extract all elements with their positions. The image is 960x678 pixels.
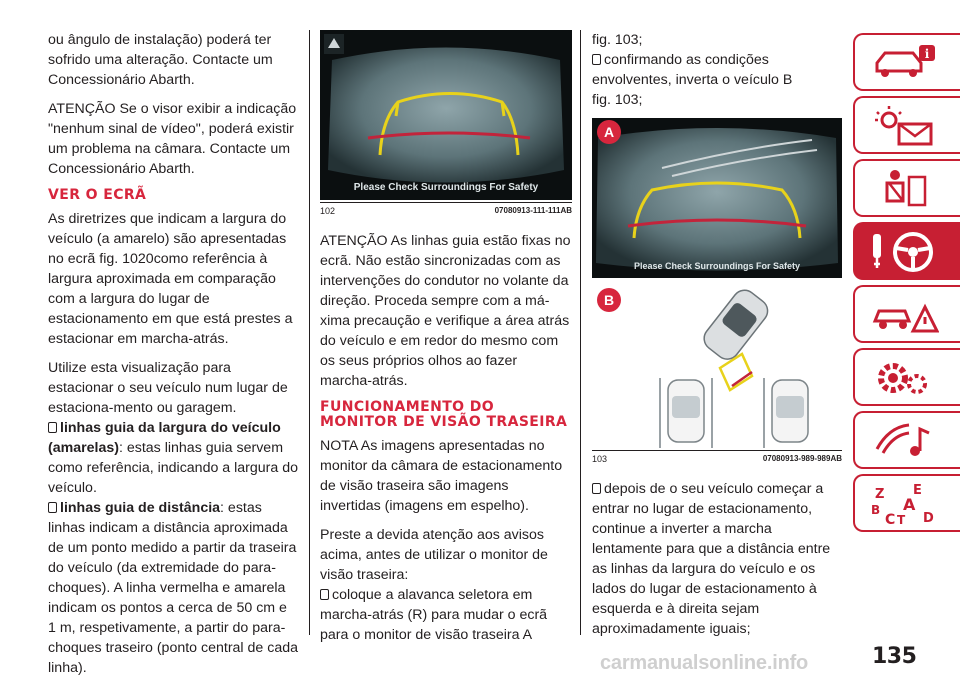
section-heading-funcionamento: FUNCIONAMENTO DO MONITOR DE VISÃO TRASEIRA: [320, 399, 568, 430]
parking-illustration: [592, 118, 842, 448]
label-a: A: [603, 124, 615, 140]
tab-emergency[interactable]: [853, 285, 960, 343]
figure-number: 102: [320, 206, 336, 216]
list-item-bold: linhas guia da largura do veículo (amarelas): [48, 420, 281, 456]
svg-text:i: i: [924, 47, 930, 61]
tab-index[interactable]: [853, 474, 960, 532]
index-icon: [869, 482, 939, 526]
text-column-2: [320, 30, 572, 645]
checkbox-bullet-icon: [48, 422, 57, 433]
chapter-tabs: [853, 33, 960, 537]
rear-camera-image: [320, 30, 572, 200]
paragraph: Utilize esta visualização para estacionar o seu veículo num lugar de estaciona-mento ou garagem.: [48, 360, 288, 416]
tab-safety[interactable]: [853, 159, 960, 217]
list-item: [48, 418, 298, 498]
list-item: [592, 479, 842, 639]
figure-code: 07080913-989-989AB: [762, 454, 842, 463]
list-item: [592, 50, 842, 90]
checkbox-bullet-icon: [48, 502, 57, 513]
figure-number: 103: [592, 454, 608, 464]
index-letter: B: [871, 503, 881, 517]
text-column-1: [48, 30, 298, 678]
starting-driving-icon: [869, 230, 939, 274]
list-item: [320, 585, 572, 645]
warning-paragraph: ATENÇÃO As linhas guia estão fixas no ecrã. Não estão sincronizadas com as intervenções do condutor no volante da direção. Proceda sempre com a má-xima precaução e verifique a área atrás do veículo e em redor do mesmo com os seus próprios olhos ao fazer marcha-atrás.: [320, 233, 571, 389]
tab-maintenance[interactable]: [853, 348, 960, 406]
tab-starting-driving[interactable]: [853, 222, 960, 280]
list-item-bold: linhas guia de distância: [60, 500, 221, 516]
paragraph: ou ângulo de instalação) poderá ter sofrido uma alteração. Contacte um Concessionário Abarth.: [48, 32, 273, 88]
paragraph: As diretrizes que indicam a largura do veículo (a amarelo) são apresentadas no ecrã fig. 1020como referência à largura aproximada em comparação com a largura do lugar de estacionamento em que está prestes a estacionar em marcha-atrás.: [48, 211, 293, 347]
figure-caption: [320, 202, 572, 217]
column-divider: [309, 30, 310, 635]
tab-multimedia[interactable]: [853, 411, 960, 469]
checkbox-bullet-icon: [320, 589, 329, 600]
note-paragraph: NOTA As imagens apresentadas no monitor da câmara de estacionamento de visão traseira são imagens invertidas (imagens em espelho).: [320, 438, 563, 514]
screen-warning-text: Please Check Surroundings For Safety: [633, 261, 801, 271]
list-item-text: : estas linhas guia servem como referência, indicando a largura do veículo.: [48, 440, 299, 496]
multimedia-icon: [869, 419, 939, 463]
index-letter: C: [885, 512, 896, 526]
index-letter: E: [913, 483, 922, 498]
paragraph: Preste a devida atenção aos avisos acima, antes de utilizar o monitor de visão traseira:: [320, 527, 548, 583]
index-letter: D: [923, 511, 934, 526]
paragraph: fig. 103;: [592, 92, 643, 108]
watermark: carmanualsonline.info: [600, 652, 809, 674]
maintenance-icon: [869, 356, 939, 400]
list-item: [48, 498, 298, 678]
warning-paragraph: ATENÇÃO Se o visor exibir a indicação "nenhum sinal de vídeo", poderá existir um problema na câmara. Contacte um Concessionário Abarth.: [48, 101, 297, 177]
screen-warning-text: Please Check Surroundings For Safety: [353, 182, 539, 193]
index-letter: Z: [875, 487, 885, 502]
figure-102-camera-screen: [320, 30, 572, 200]
page-number: 135: [872, 644, 917, 669]
column-divider: [580, 30, 581, 635]
figure-103-camera-and-parking: [592, 118, 842, 448]
label-b: B: [603, 292, 615, 308]
list-item-text: depois de o seu veículo começar a entrar no lugar de estacionamento, continue a inverter a marcha lentamente para que a distância entre as linhas da largura do veículo e os lados do lugar de estacionamento à esquerda e à direita sejam aproximadamente iguais;: [592, 481, 831, 637]
tab-car-info[interactable]: [853, 33, 960, 91]
tab-warning-lights[interactable]: [853, 96, 960, 154]
figure-code: 07080913-111-111AB: [494, 206, 572, 215]
emergency-icon: [869, 293, 939, 337]
checkbox-bullet-icon: [592, 483, 601, 494]
warning-lights-icon: [869, 104, 939, 148]
list-item-text: coloque a alavanca seletora em marcha-atrás (R) para mudar o ecrã para o monitor de visão traseira A: [320, 587, 548, 643]
section-heading-ver-o-ecra: VER O ECRÃ: [48, 187, 147, 203]
checkbox-bullet-icon: [592, 54, 601, 65]
figure-caption: [592, 450, 842, 465]
list-item-text: confirmando as condições envolventes, inverta o veículo B: [592, 52, 793, 88]
text-column-3: [592, 30, 842, 639]
index-letter: A: [903, 495, 916, 514]
safety-icon: [869, 167, 939, 211]
index-letter: T: [897, 513, 906, 526]
paragraph: fig. 103;: [592, 32, 643, 48]
list-item-text: : estas linhas indicam a distância aproximada de um ponto medido a partir da traseira do veículo (da extremidade do para-choques). A linha vermelha e amarela indicam os pontos a cerca de 50 cm e 1 m, respetivamente, a partir do para-choques traseiro (ponto central de cada linha).: [48, 500, 299, 676]
car-info-icon: [869, 41, 939, 85]
